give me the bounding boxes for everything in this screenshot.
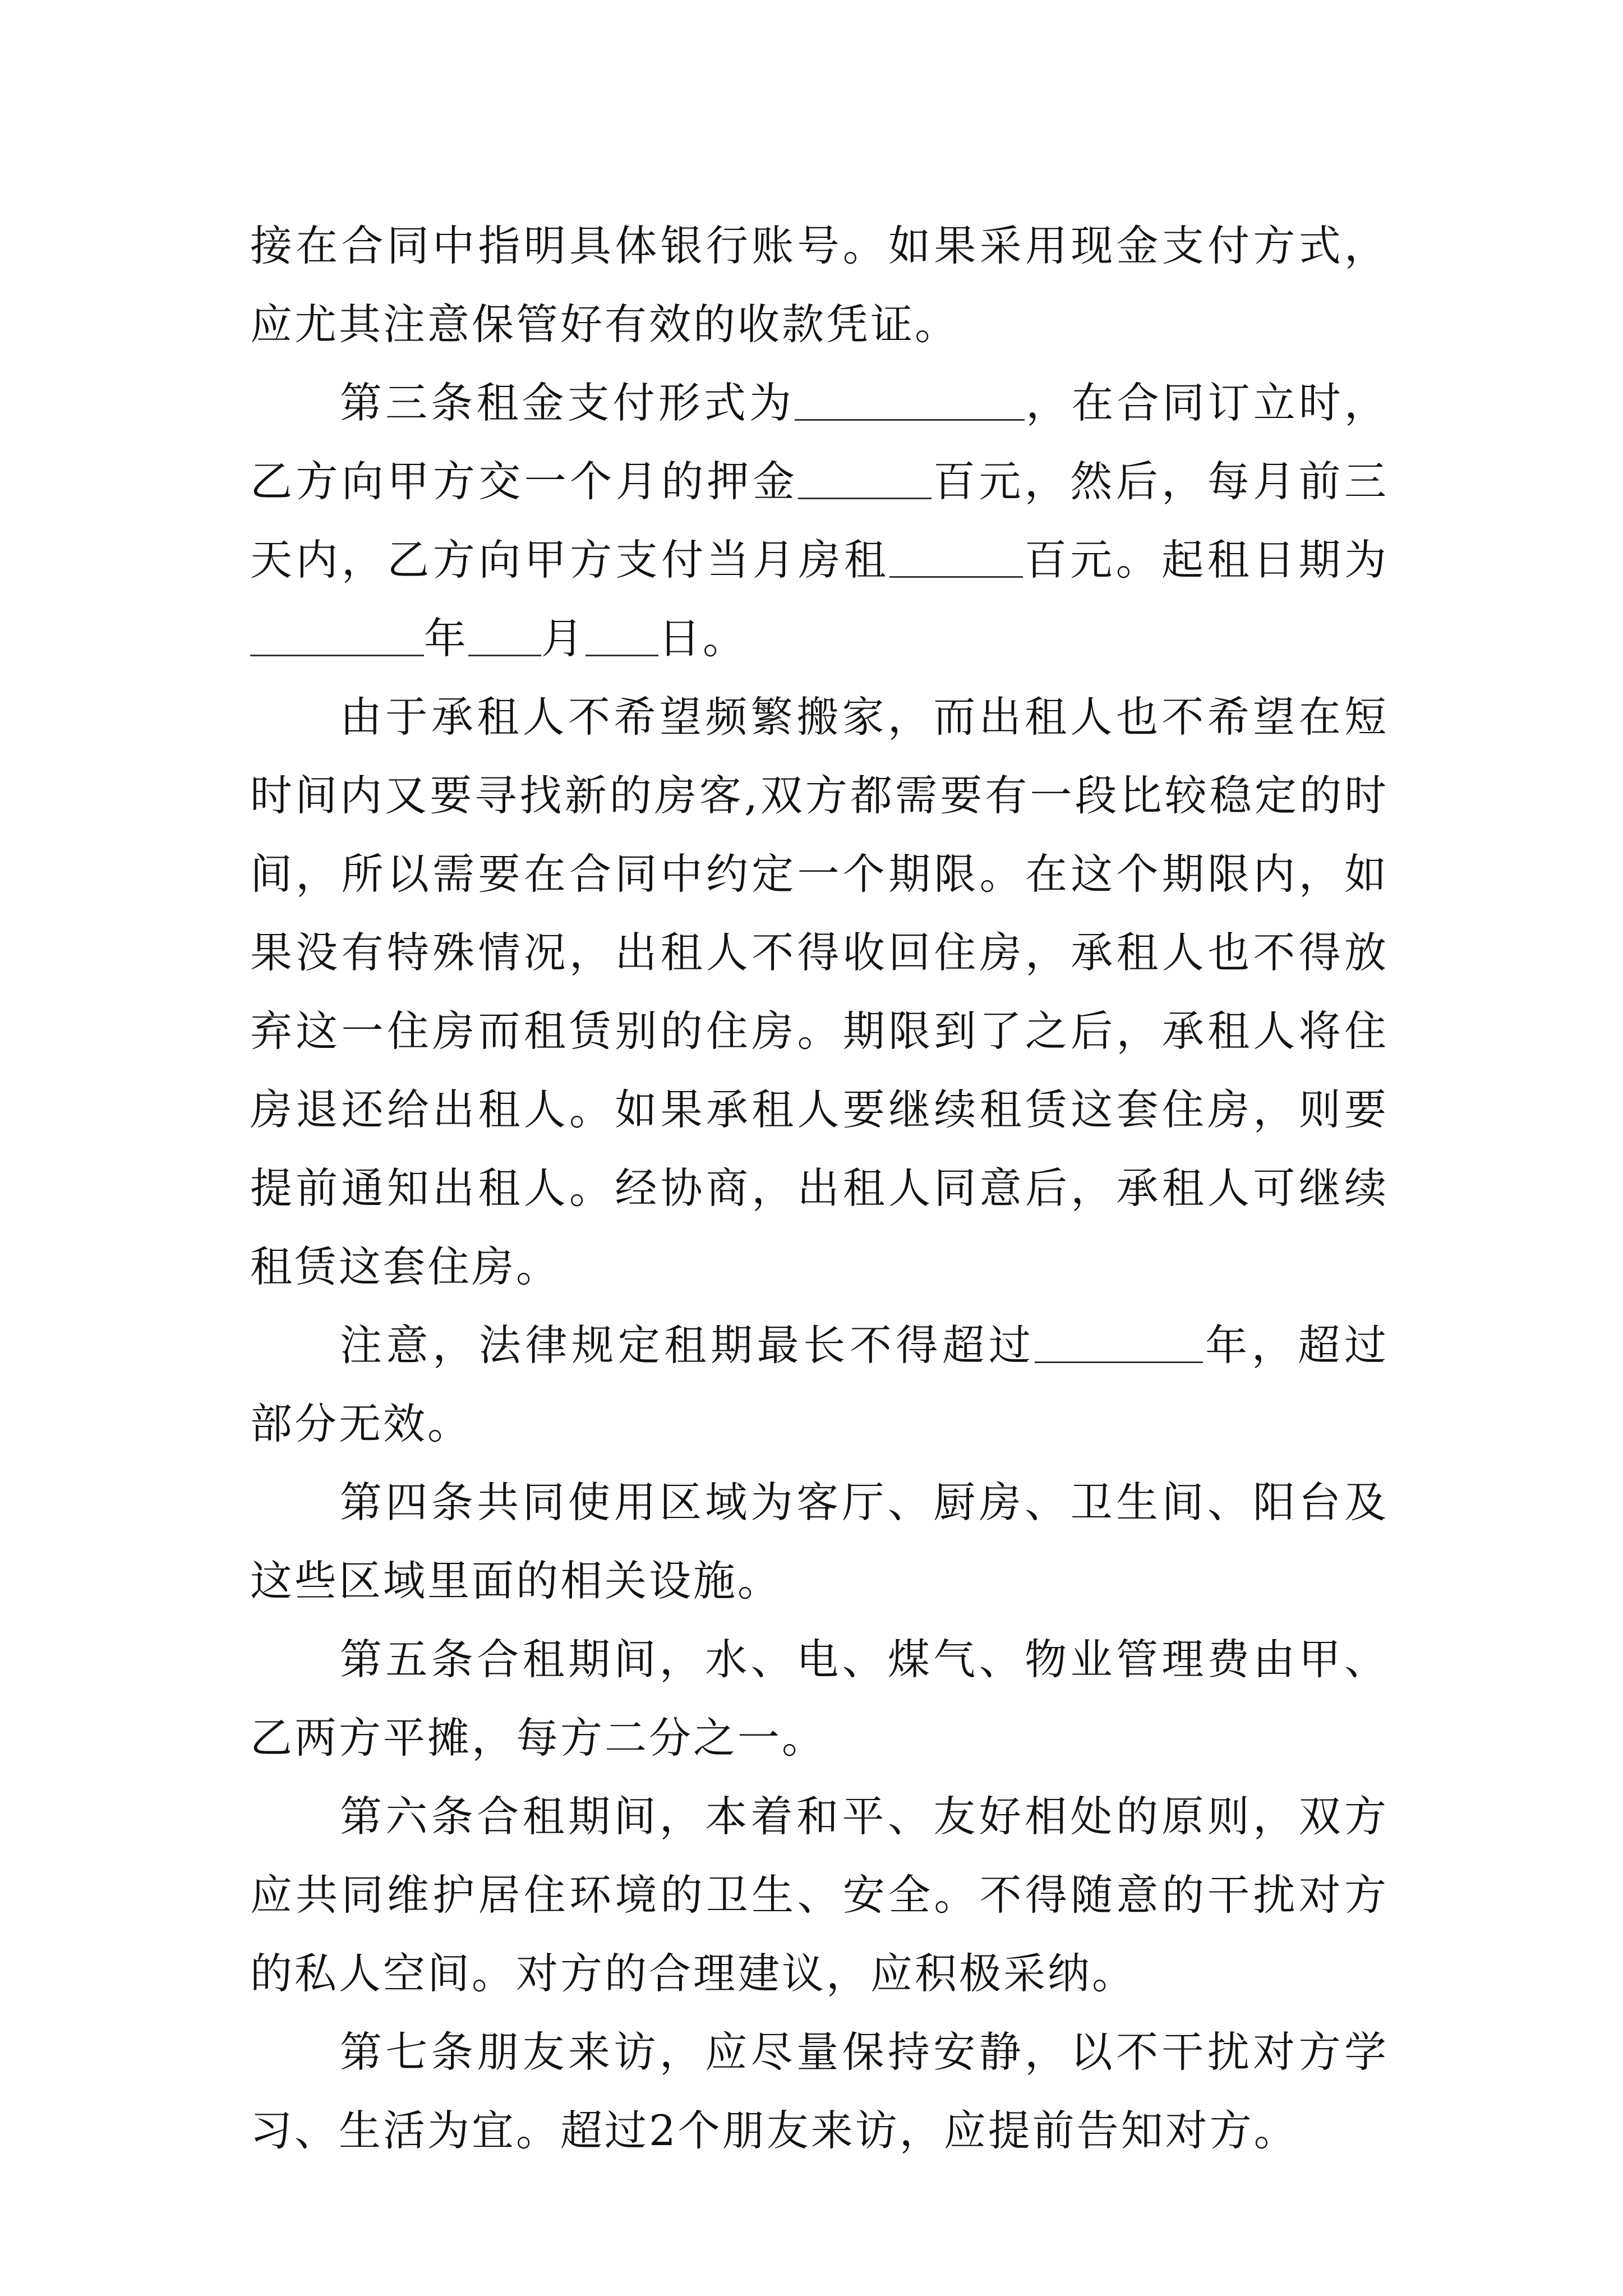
paragraph-article-7 xyxy=(250,2013,1389,2170)
paragraph-text: 第五条合租期间，水、电、煤气、物业管理费由甲、乙两方平摊，每方二分之一。 xyxy=(250,1635,1389,1763)
text-segment: 百元。起租日期为 xyxy=(1023,535,1389,585)
text-segment: 年 xyxy=(424,614,469,663)
text-segment: 第三条租金支付形式为 xyxy=(340,378,795,427)
paragraph-text: 由于承租人不希望频繁搬家，而出租人也不希望在短时间内又要寻找新的房客,双方都需要有一段比较稳定的时间，所以需要在合同中约定一个期限。在这个期限内，如果没有特殊情况，出租人不得收回住房，承租人也不得放弃这一住房而租赁别的住房。期限到了之后，承租人将住房退还给出租人。如果承租人要继续租赁这套住房，则要提前通知出租人。经协商，出租人同意后，承租人可继续租赁这套住房。 xyxy=(250,692,1389,1291)
text-segment: 年，超过部分无效。 xyxy=(250,1320,1389,1448)
max-years-blank xyxy=(1035,1318,1203,1363)
paragraph-lease-term-explanation xyxy=(250,678,1389,1306)
paragraph-bank-payment xyxy=(250,206,1389,364)
paragraph-text: 接在合同中指明具体银行账号。如果采用现金支付方式，应尤其注意保管好有效的收款凭证。 xyxy=(250,221,1389,349)
paragraph-article-4 xyxy=(250,1463,1389,1620)
paragraph-article-3-rent xyxy=(250,364,1389,678)
text-segment: 百元，然后，每月前三天内，乙方向甲方支付当月房租 xyxy=(250,457,1389,585)
paragraph-article-6 xyxy=(250,1777,1389,2013)
start-year-blank xyxy=(250,611,424,656)
paragraph-text: 第六条合租期间，本着和平、友好相处的原则，双方应共同维护居住环境的卫生、安全。不得随意的干扰对方的私人空间。对方的合理建议，应积极采纳。 xyxy=(250,1792,1389,1998)
monthly-rent-blank xyxy=(889,532,1023,578)
payment-form-blank xyxy=(795,375,1025,421)
document-body xyxy=(250,206,1389,2170)
paragraph-article-5 xyxy=(250,1620,1389,1777)
paragraph-text: 第四条共同使用区域为客厅、厨房、卫生间、阳台及这些区域里面的相关设施。 xyxy=(250,1478,1389,1605)
start-month-blank xyxy=(468,611,541,656)
text-segment: 月 xyxy=(541,614,586,663)
paragraph-text: 第七条朋友来访，应尽量保持安静，以不干扰对方学习、生活为宜。超过2个朋友来访，应提前告知对方。 xyxy=(250,2027,1389,2155)
text-segment: ，在合同订立时，乙方向甲方交一个月的押金 xyxy=(250,378,1389,506)
paragraph-max-lease-note xyxy=(250,1306,1389,1463)
text-segment: 注意，法律规定租期最长不得超过 xyxy=(340,1320,1035,1370)
deposit-amount-blank xyxy=(798,454,932,499)
text-segment: 日。 xyxy=(658,614,748,663)
start-day-blank xyxy=(585,611,658,656)
